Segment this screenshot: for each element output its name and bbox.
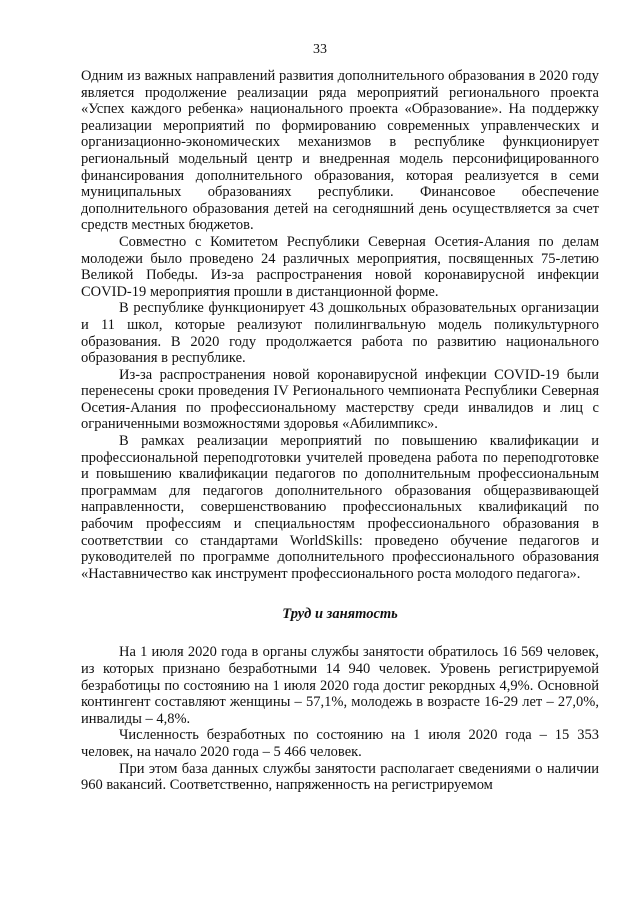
paragraph-unemployment-registered: На 1 июля 2020 года в органы службы занятости обратилось 16 569 человек, из которых признано безработными 14 940 человек. Уровень регистрируемой безработицы по состоянию на 1 июля 2020 года достиг рекордных 4,9%. Основной контингент составляют женщины – 57,1%, молодежь в возрасте 16-29 лет – 27,0%, инвалиды – 4,8%. bbox=[81, 644, 599, 727]
document-body bbox=[81, 68, 599, 794]
paragraph-abilympics: Из-за распространения новой коронавирусной инфекции COVID-19 были перенесены сроки проведения IV Регионального чемпионата Республики Северная Осетия-Алания по профессиональному мастерству среди инвалидов и лиц с ограниченными возможностями здоровья «Абилимпикс». bbox=[81, 366, 599, 433]
page-number: 33 bbox=[313, 42, 327, 57]
paragraph-multilingual-education: В республике функционирует 43 дошкольных образовательных организации и 11 школ, которые реализуют полилингвальную модель поликультурного образования. В 2020 году продолжается работа по развитию национального образования в республике. bbox=[81, 300, 599, 367]
paragraph-teacher-training: В рамках реализации мероприятий по повышению квалификации и профессиональной переподготовки учителей проведена работа по переподготовке и повышению квалификации педагогов по дополнительным профессиональным программам для педагогов дополнительного образования общеразвивающей направленности, совершенствованию профессиональных квалификаций по рабочим профессиям и специальностям профессионального образования в соответствии со стандартами WorldSkills: проведено обучение педагогов и руководителей по программе дополнительного профессионального образования «Наставничество как инструмент профессионального роста молодого педагога». bbox=[81, 433, 599, 582]
section-heading-labor: Труд и занятость bbox=[282, 606, 398, 623]
paragraph-additional-education: Одним из важных направлений развития дополнительного образования в 2020 году является продолжение реализации ряда мероприятий регионального проекта «Успех каждого ребенка» национального проекта «Образование». На поддержку реализации мероприятий по формированию современных управленческих и организационно-экономических механизмов в республике функционирует региональный модельный центр и внедренная модель персонифицированного финансирования дополнительного образования, которая реализуется в семи муниципальных образованиях республики. Финансовое обеспечение дополнительного образования детей на сегодняшний день осуществляется за счет средств местных бюджетов. bbox=[81, 68, 599, 234]
paragraph-vacancies: При этом база данных службы занятости располагает сведениями о наличии 960 вакансий. Соответственно, напряженность на регистрируемом bbox=[81, 760, 599, 794]
paragraph-unemployment-count: Численность безработных по состоянию на 1 июля 2020 года – 15 353 человек, на начало 2020 года – 5 466 человек. bbox=[81, 727, 599, 760]
paragraph-youth-events: Совместно с Комитетом Республики Северная Осетия-Алания по делам молодежи было проведено 24 различных мероприятия, посвященных 75-летию Великой Победы. Из-за распространения новой коронавирусной инфекции COVID-19 мероприятия прошли в дистанционной форме. bbox=[81, 233, 599, 300]
